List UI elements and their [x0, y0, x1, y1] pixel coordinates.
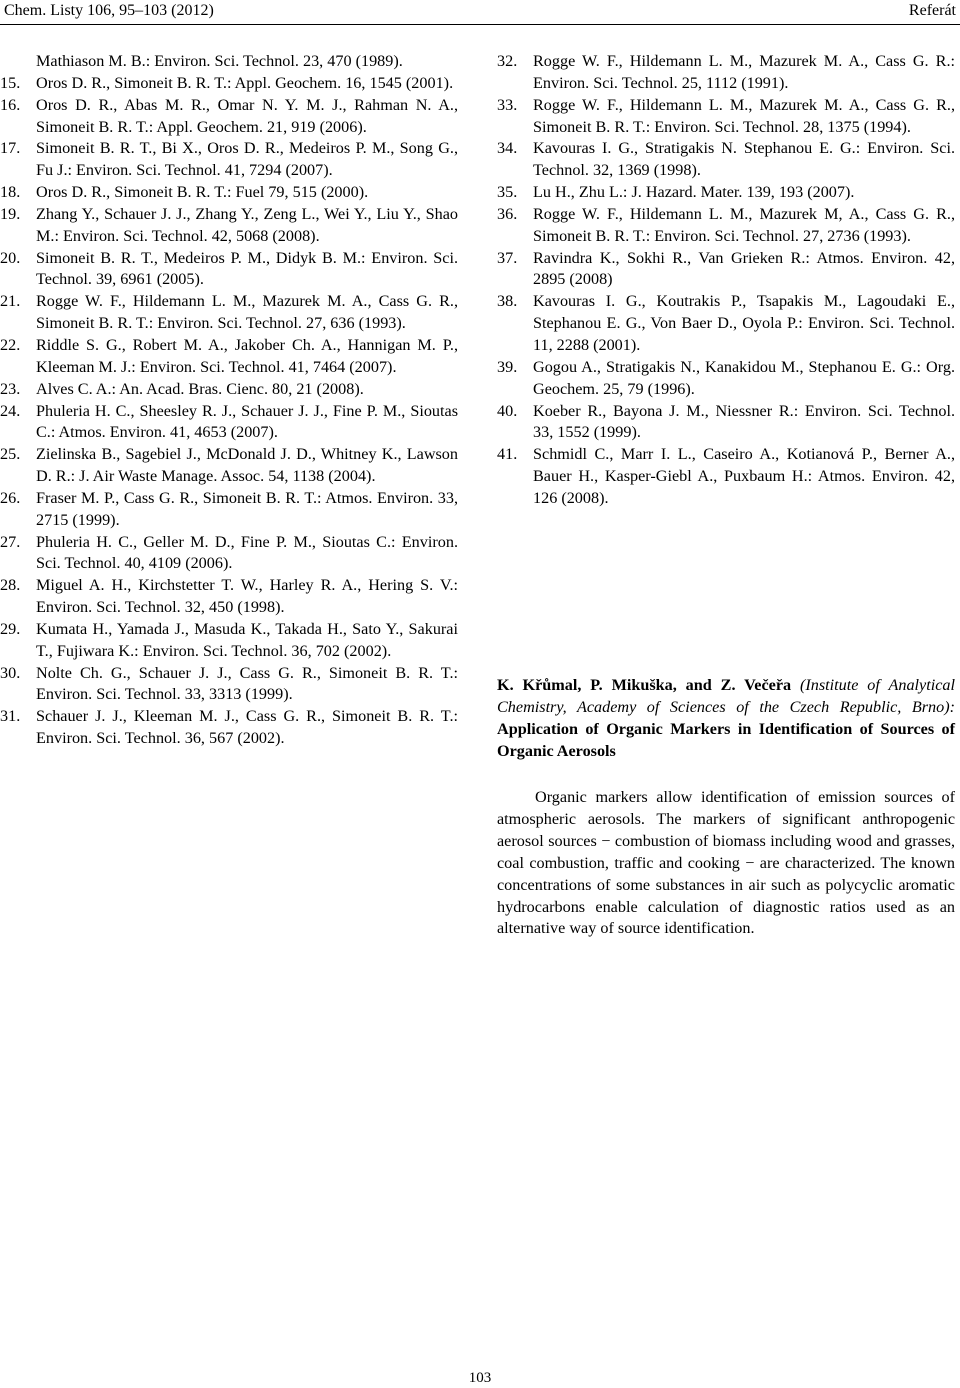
- article-title: Application of Organic Markers in Identification of Sources of Organic Aerosols: [497, 719, 955, 760]
- reference-item: 33. Rogge W. F., Hildemann L. M., Mazurek M. A., Cass G. R., Simoneit B. R. T.: Environ. Sci. Technol. 28, 1375 (1994).: [497, 95, 955, 136]
- reference-item: 19. Zhang Y., Schauer J. J., Zhang Y., Zeng L., Wei Y., Liu Y., Shao M.: Environ. Sci. Technol. 42, 5068 (2008).: [0, 204, 458, 245]
- reference-item: 20. Simoneit B. R. T., Medeiros P. M., Didyk B. M.: Environ. Sci. Technol. 39, 6961 (2005).: [0, 248, 458, 289]
- abstract-paragraph: [497, 787, 955, 940]
- reference-item: 36. Rogge W. F., Hildemann L. M., Mazurek M, A., Cass G. R., Simoneit B. R. T.: Environ. Sci. Technol. 27, 2736 (1993).: [497, 204, 955, 245]
- reference-item: 31. Schauer J. J., Kleeman M. J., Cass G. R., Simoneit B. R. T.: Environ. Sci. Technol. 36, 567 (2002).: [0, 707, 458, 748]
- journal-citation: Chem. Listy 106, 95–103 (2012): [4, 2, 214, 19]
- reference-item: 39. Gogou A., Stratigakis N., Kanakidou M., Stephanou E. G.: Org. Geochem. 25, 79 (1996).: [497, 357, 955, 398]
- reference-item: 35. Lu H., Zhu L.: J. Hazard. Mater. 139, 193 (2007).: [497, 183, 855, 202]
- reference-item: 29. Kumata H., Yamada J., Masuda K., Takada H., Sato Y., Sakurai T., Fujiwara K.: Environ. Sci. Technol. 36, 702 (2002).: [0, 619, 458, 660]
- reference-item: 16. Oros D. R., Abas M. R., Omar N. Y. M. J., Rahman N. A., Simoneit B. R. T.: Appl. Geochem. 21, 919 (2006).: [0, 95, 458, 136]
- reference-list-left: [0, 51, 458, 750]
- abstract-text: Organic markers allow identification of emission sources of atmospheric aerosols. The markers of significant anthropogenic aerosol sources − combustion of biomass including wood and grasses, coal combustion, traffic and cooking − are characterized. The known concentrations of some substances in air such as polycyclic aromatic hydrocarbons enable calculation of diagnostic ratios used as an alternative way of source identification.: [497, 788, 955, 938]
- article-affiliation: (Institute of Analytical Chemistry, Academy of Sciences of the Czech Republic, Brno):: [497, 676, 955, 716]
- header-rule: [0, 24, 960, 25]
- reference-item: 21. Rogge W. F., Hildemann L. M., Mazurek M. A., Cass G. R., Simoneit B. R. T.: Environ. Sci. Technol. 27, 636 (1993).: [0, 292, 458, 333]
- page-number: 103: [468, 1370, 492, 1386]
- reference-item: 24. Phuleria H. C., Sheesley R. J., Schauer J. J., Fine P. M., Sioutas C.: Atmos. Environ. 41, 4653 (2007).: [0, 401, 458, 442]
- reference-item: 32. Rogge W. F., Hildemann L. M., Mazurek M. A., Cass G. R.: Environ. Sci. Technol. 25, 1112 (1991).: [497, 52, 955, 92]
- reference-item: 26. Fraser M. P., Cass G. R., Simoneit B. R. T.: Atmos. Environ. 33, 2715 (1999).: [0, 488, 458, 529]
- reference-item: 23. Alves C. A.: An. Acad. Bras. Cienc. 80, 21 (2008).: [0, 379, 364, 398]
- reference-item: 37. Ravindra K., Sokhi R., Van Grieken R.: Atmos. Environ. 42, 2895 (2008): [497, 248, 955, 289]
- reference-list-right: [497, 51, 955, 510]
- reference-item: Mathiason M. B.: Environ. Sci. Technol. 23, 470 (1989).: [36, 52, 403, 70]
- reference-item: 34. Kavouras I. G., Stratigakis N. Stephanou E. G.: Environ. Sci. Technol. 32, 1369 (1998).: [497, 139, 955, 180]
- reference-item: 28. Miguel A. H., Kirchstetter T. W., Harley R. A., Hering S. V.: Environ. Sci. Technol. 32, 450 (1998).: [0, 576, 458, 617]
- article-heading: [497, 675, 955, 763]
- reference-item: 27. Phuleria H. C., Geller M. D., Fine P. M., Sioutas C.: Environ. Sci. Technol. 40, 4109 (2006).: [0, 532, 458, 573]
- reference-item: 17. Simoneit B. R. T., Bi X., Oros D. R., Medeiros P. M., Song G., Fu J.: Environ. Sci. Technol. 41, 7294 (2007).: [0, 139, 458, 180]
- page-header: [0, 0, 960, 26]
- article-authors: K. Křůmal, P. Mikuška, and Z. Večeřa: [497, 676, 792, 694]
- reference-item: 22. Riddle S. G., Robert M. A., Jakober Ch. A., Hannigan M. P., Kleeman M. J.: Environ. Sci. Technol. 41, 7464 (2007).: [0, 335, 458, 376]
- reference-item: 25. Zielinska B., Sagebiel J., McDonald J. D., Whitney K., Lawson D. R.: J. Air Waste Manage. Assoc. 54, 1138 (2004).: [0, 445, 458, 486]
- reference-item: 30. Nolte Ch. G., Schauer J. J., Cass G. R., Simoneit B. R. T.: Environ. Sci. Technol. 33, 3313 (1999).: [0, 663, 458, 704]
- reference-item: 38. Kavouras I. G., Koutrakis P., Tsapakis M., Lagoudaki E., Stephanou E. G., Von Baer D., Oyola P.: Environ. Sci. Technol. 11, 2288 (2001).: [497, 292, 955, 354]
- reference-item: 15. Oros D. R., Simoneit B. R. T.: Appl. Geochem. 16, 1545 (2001).: [0, 73, 454, 92]
- section-label: Referát: [908, 2, 956, 19]
- reference-item: 18. Oros D. R., Simoneit B. R. T.: Fuel 79, 515 (2000).: [0, 183, 369, 202]
- reference-item: 41. Schmidl C., Marr I. L., Caseiro A., Kotianová P., Berner A., Bauer H., Kasper-Giebl A., Puxbaum H.: Atmos. Environ. 42, 126 (2008).: [497, 445, 955, 507]
- reference-item: 40. Koeber R., Bayona J. M., Niessner R.: Environ. Sci. Technol. 33, 1552 (1999).: [497, 401, 955, 442]
